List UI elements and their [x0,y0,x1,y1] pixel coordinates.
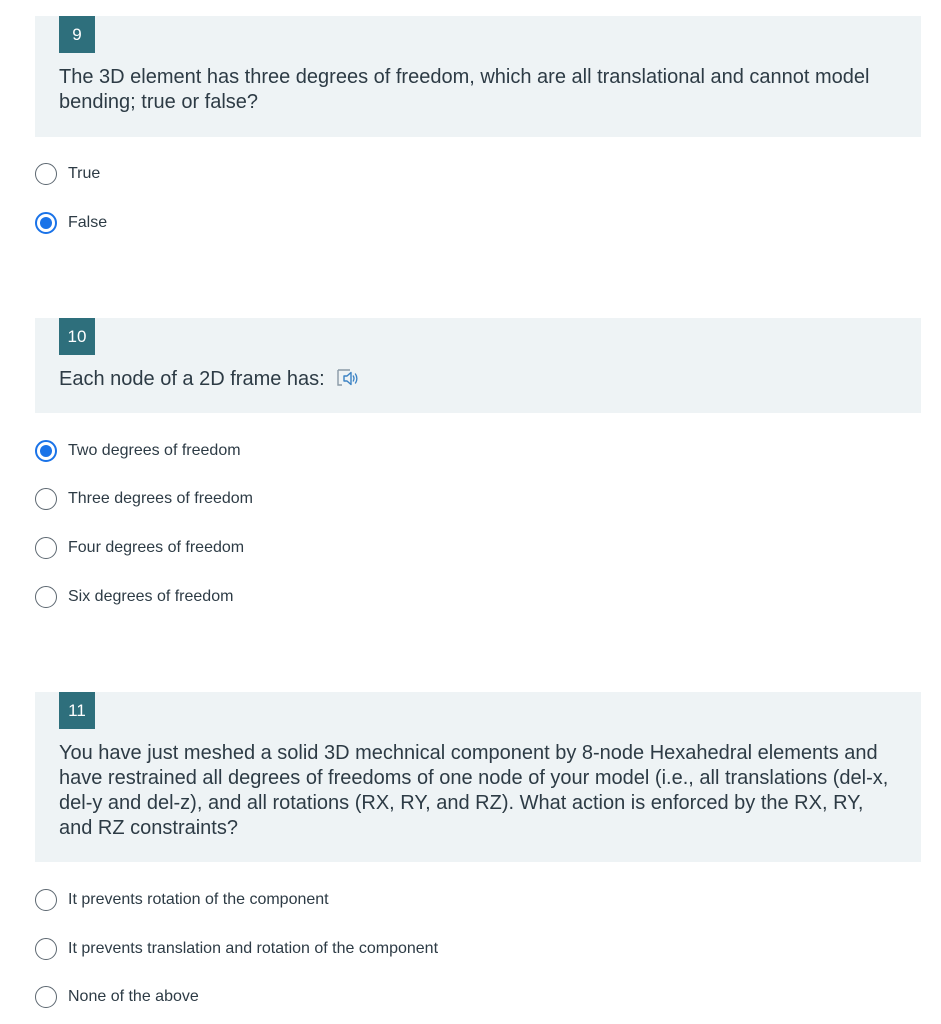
option-label: It prevents translation and rotation of the component [68,940,439,957]
answer-option-six-dof[interactable] [35,584,233,610]
question-number: 10 [59,318,95,355]
option-label: False [68,214,108,231]
radio-button[interactable] [35,938,57,960]
radio-button[interactable] [35,586,57,608]
option-label: Two degrees of freedom [68,442,241,459]
radio-button[interactable] [35,488,57,510]
answer-option-false[interactable] [35,210,107,236]
question-number: 11 [59,692,95,729]
answer-option-none[interactable] [35,984,199,1010]
radio-button[interactable] [35,440,57,462]
question-text: Each node of a 2D frame has: [59,368,325,390]
answer-option-four-dof[interactable] [35,535,244,561]
radio-button[interactable] [35,986,57,1008]
answer-option-two-dof[interactable] [35,438,241,464]
answer-option-three-dof[interactable] [35,486,253,512]
option-label: Six degrees of freedom [68,588,234,605]
question-10-box [35,318,921,413]
answer-option-prevents-rotation[interactable] [35,887,329,913]
answer-option-true[interactable] [35,161,100,187]
option-label: It prevents rotation of the component [68,891,329,908]
question-9-box [35,16,921,137]
answer-option-prevents-translation-rotation[interactable] [35,936,438,962]
radio-button[interactable] [35,889,57,911]
radio-button[interactable] [35,212,57,234]
question-text: The 3D element has three degrees of freedom, which are all translational and cannot model bending; true or false? [59,66,870,113]
option-label: Four degrees of freedom [68,539,245,556]
question-text-row [59,367,897,396]
question-number: 9 [59,16,95,53]
option-label: Three degrees of freedom [68,490,253,507]
question-11-box [35,692,921,862]
question-text: You have just meshed a solid 3D mechnical component by 8-node Hexahedral elements and have restrained all degrees of freedoms of one node of your model (i.e., all translations (del-x, del-y and del-z), and all rotations (RX, RY, and RZ). What action is enforced by the RX, RY, and RZ constraints? [59,742,889,839]
option-label: True [68,165,101,182]
radio-button[interactable] [35,537,57,559]
radio-button[interactable] [35,163,57,185]
option-label: None of the above [68,988,199,1005]
speaker-icon[interactable] [335,367,359,396]
